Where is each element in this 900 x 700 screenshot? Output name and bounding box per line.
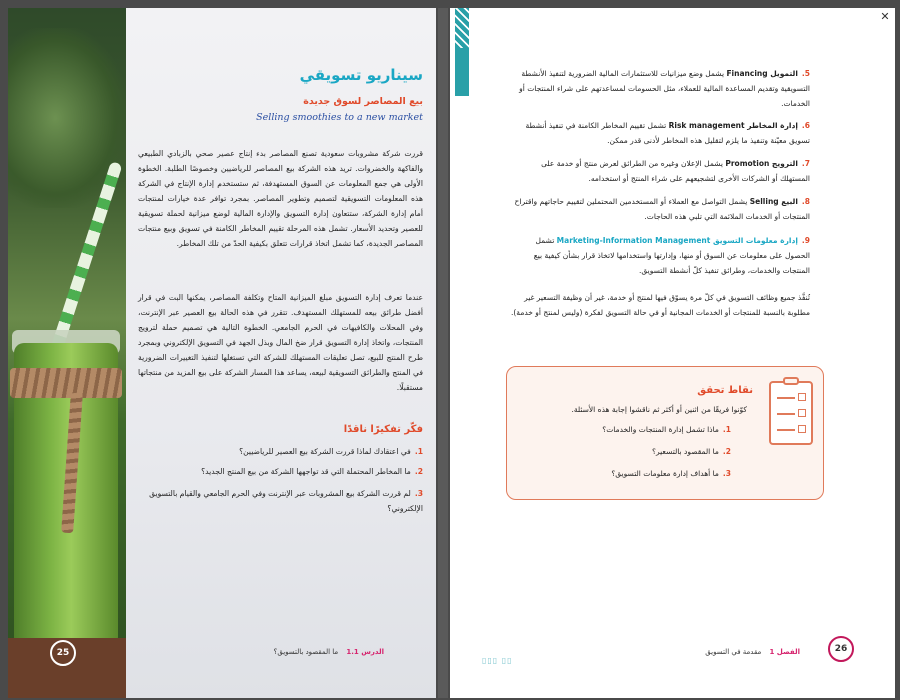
footer-chapter: الفصل 1 bbox=[769, 648, 800, 656]
checkpoint-question: 3.ما أهداف إدارة معلومات التسويق؟ bbox=[611, 469, 731, 478]
smoothie-jar-photo bbox=[8, 8, 126, 698]
function-item: 8.البيع Selling يشمل التواصل مع العملاء أو المستخدمين المحتملين لتقييم حاجاتهم واقتراح المنتجات أو الخدمات الملائمة التي تلبي هذه الحاجات. bbox=[514, 197, 810, 221]
question-item: 2.ما المخاطر المحتملة التي قد تواجهها الشركة من بيع المنتج الجديد؟ bbox=[201, 467, 423, 476]
right-page bbox=[450, 8, 895, 698]
spread-gutter bbox=[438, 8, 448, 698]
checkpoint-question: 2.ما المقصود بالتسعير؟ bbox=[652, 447, 731, 456]
checkpoint-intro: كوّنوا فريقًا من اثنين أو أكثر ثم ناقشوا إجابة هذه الأسئلة. bbox=[571, 405, 747, 414]
ministry-logo-icon: ▯▯▯ ▯▯ bbox=[482, 656, 513, 665]
function-item: 5.التمويل Financing يشمل وضع ميزانيات للاستثمارات المالية الضرورية لتنفيذ الأنشطة التسويقية وتقديم المساعدة المالية للعملاء، مثل الحسومات لمساعدتهم على شراء المنتجات أو الخدمات. bbox=[519, 69, 810, 108]
checkpoint-question: 1.ماذا تشمل إدارة المنتجات والخدمات؟ bbox=[602, 425, 731, 434]
scenario-title: سيناريو تسويقي bbox=[299, 66, 423, 84]
checkpoint-box bbox=[506, 366, 824, 500]
checkpoint-title: نقاط تحقق bbox=[697, 385, 753, 396]
footer-title: مقدمة في التسويق bbox=[705, 648, 762, 656]
right-footer bbox=[600, 648, 800, 656]
scenario-paragraph-2: عندما تعرف إدارة التسويق مبلغ الميزانية المتاح وتكلفة المصاصر، يمكنها البت في قرار أفضل طرائق بيعه للمستهلك المستهدف. تتقرر في هذه الحالة بيع العصير عبر الإنترنت، وفي المحلات والكافيهات في الحرم الجامعي. الخطوة التالية هي تصميم حملة لترويج المنتجات، واتخاذ إدارة التسويق قرار ضخ المال وبذل الجهد في التسويق الإلكتروني وبمجرد طرح المنتج للبيع، تصل تعليقات المستهلك للشركة التي تستغلها لتنفيذ التغييرات الضرورية في المنتج والطرائق التسويقية لبيعه، يساعد هذا المسار الشركة على بيع المزيد من منتجاتها مستقبلًا. bbox=[138, 293, 423, 392]
scenario-paragraph-1: قررت شركة مشروبات سعودية تصنع المصاصر بدء إنتاج عصير صحي بالزبادي الطبيعي والفاكهة والخضروات. تريد هذه الشركة بيع المصاصر للرياضيين وخصوصًا الطلبة. الخطوة الأولى هي جمع المعلومات عن السوق المستهدفة، ثم ستستخدم إدارة الإنتاج في الشركة هذه المعلومات التسويقية لتصميم وتطوير المصاصر. بمجرد توافر عدة خيارات لمنتجات أمام إدارة الشركة، ستتعاون إدارة التسويق والإدارة المالية لوضع ميزانية لحملة تسويقية للعصير وتحديد الأسعار. تشمل هذه المرحلة تقييم المخاطر الكامنة في تسويق وبيع منتجات المصاصر الجديدة، كما تشمل اتخاذ قرارات تتعلق بكيفية الحدّ من تلك المخاطر. bbox=[138, 149, 423, 248]
pattern-decoration bbox=[455, 8, 469, 48]
page-number-left: 25 bbox=[50, 640, 76, 666]
scenario-subtitle-ar: بيع المصاصر لسوق جديدة bbox=[303, 96, 423, 107]
footer-lesson: الدرس 1.1 bbox=[346, 648, 384, 656]
note-paragraph: تُنفَّذ جميع وظائف التسويق في كلّ مرة يسوّق فيها لمنتج أو خدمة، غير أن وظيفة التسعير غير مطلوبة بالنسبة للمنتجات أو الخدمات المجانية أو في حالة التسويق لفكرة (وليس لمنتج أو خدمة). bbox=[510, 293, 810, 317]
critical-thinking-heading: فكّر تفكيرًا ناقدًا bbox=[343, 424, 423, 435]
function-item: 6.إدارة المخاطر Risk management تشمل تقييم المخاطر الكامنة في تنفيذ أنشطة تسويق معيّنة وتنفيذ ما يلزم لتقليل هذه المخاطر لأدنى قدر ممكن. bbox=[525, 121, 810, 145]
clipboard-checklist-icon bbox=[769, 381, 813, 445]
close-icon[interactable]: ✕ bbox=[880, 10, 890, 23]
footer-title: ما المقصود بالتسويق؟ bbox=[273, 648, 339, 656]
left-page bbox=[8, 8, 436, 698]
question-item: 3.لم قررت الشركة بيع المشروبات عبر الإنترنت وفي الحرم الجامعي والقيام بالتسويق الإلكتروني؟ bbox=[149, 489, 423, 513]
left-footer bbox=[184, 648, 384, 656]
scenario-subtitle-en: Selling smoothies to a new market bbox=[256, 112, 423, 123]
function-item: 7.الترويج Promotion يشمل الإعلان وغيره من الطرائق لعرض منتج أو خدمة على المستهلك أو الشركات الأخرى لتشجيعهم على شراء المنتج أو استخدامه. bbox=[541, 159, 810, 183]
function-item: 9.إدارة معلومات التسويق Marketing-Information Management تشمل الحصول على معلومات عن السوق أو منها، وإدارتها واستخدامها لاتخاذ قرار بشأن كيفية بيع المنتجات والخدمات، وطرائق تنفيذ كلّ أنشطة التسويق. bbox=[533, 236, 810, 275]
question-item: 1.في اعتقادك لماذا قررت الشركة بيع العصير للرياضيين؟ bbox=[239, 447, 423, 456]
page-number-right: 26 bbox=[828, 636, 854, 662]
